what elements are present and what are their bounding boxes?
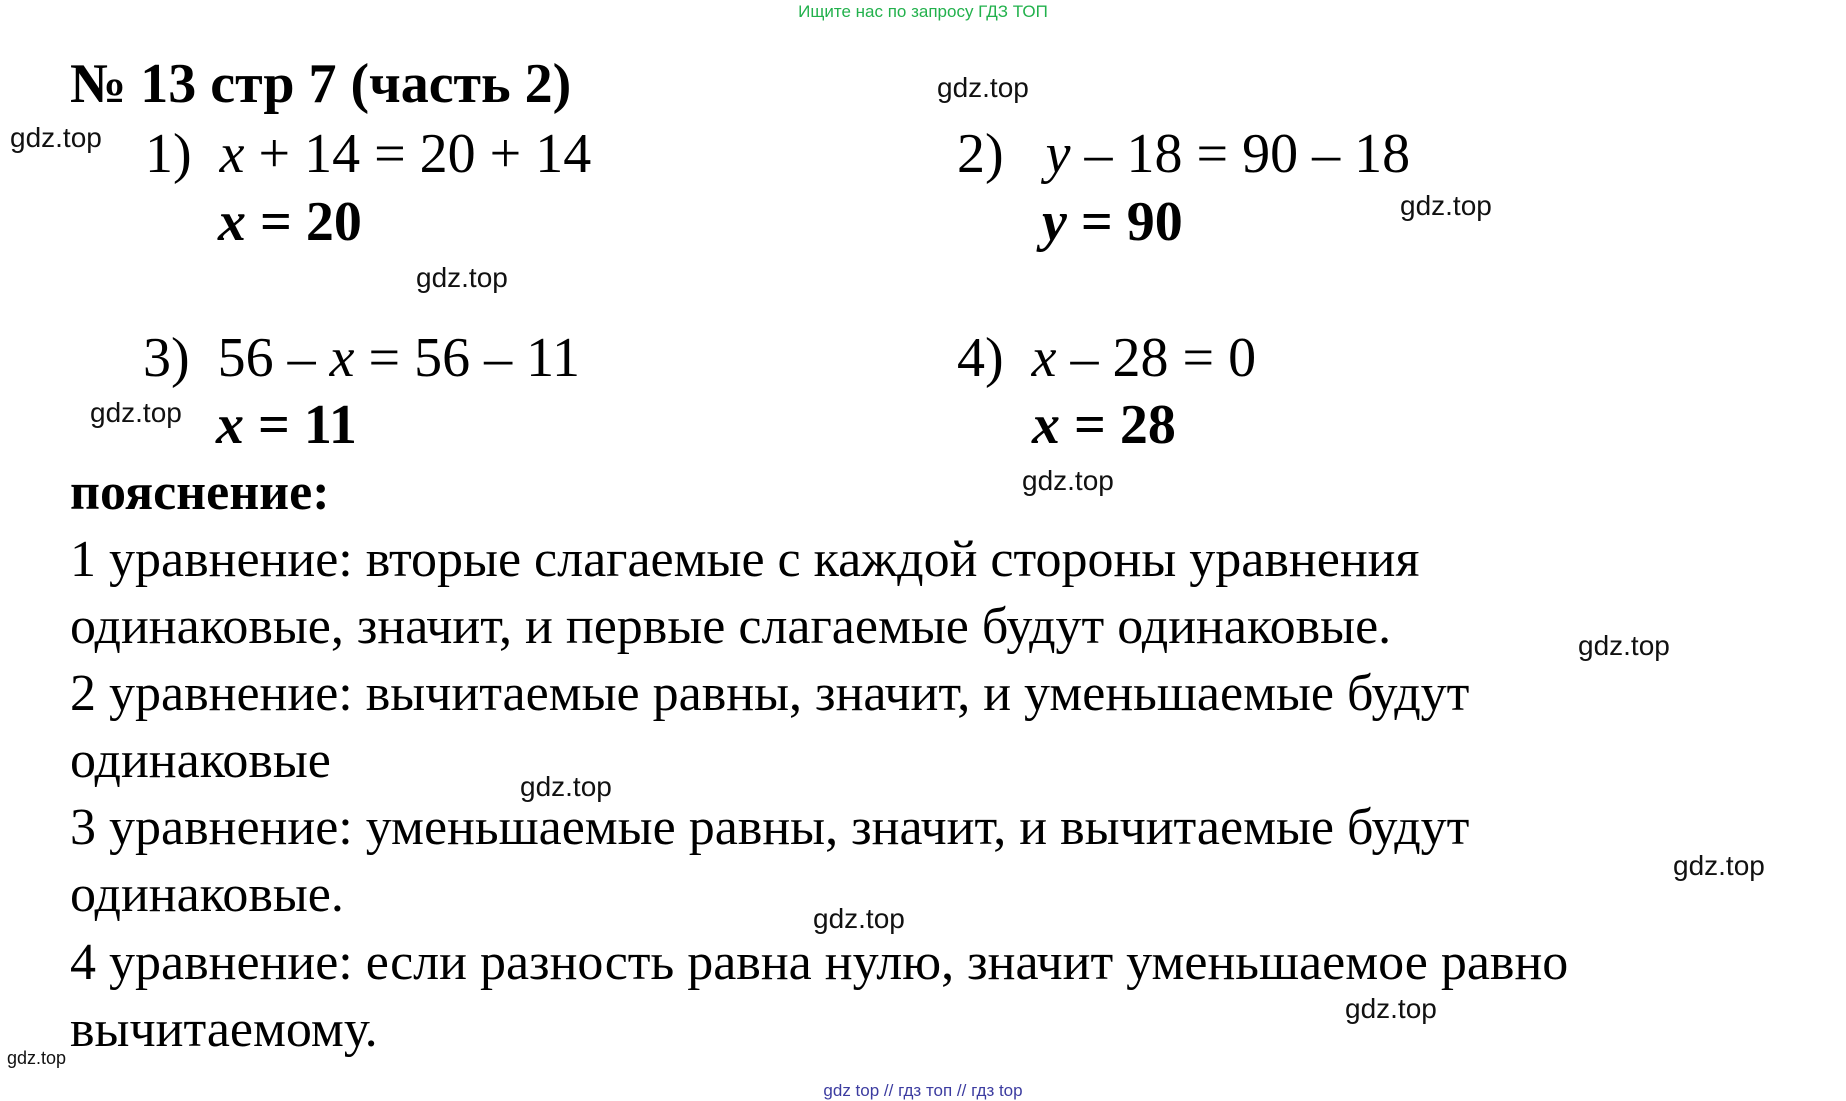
- equation-2: [957, 122, 1410, 186]
- page-title: № 13 стр 7 (часть 2): [70, 53, 572, 115]
- watermark: gdz.top: [416, 262, 508, 293]
- equation-part: 56 –: [217, 327, 330, 389]
- watermark: gdz.top: [1400, 190, 1492, 221]
- equation-part: – 28 = 0: [1056, 327, 1257, 389]
- equation-3: [143, 326, 580, 390]
- equation-part: – 18 = 90 – 18: [1070, 123, 1411, 185]
- equation-number: 2): [957, 123, 1004, 185]
- watermark: gdz.top: [10, 122, 102, 153]
- equation-number: 4): [957, 327, 1004, 389]
- answer-variable: x: [1032, 394, 1060, 456]
- answer-variable: x: [218, 191, 246, 253]
- watermark: gdz.top: [1022, 465, 1114, 496]
- answer-2: [1042, 190, 1183, 254]
- watermark: gdz.top: [937, 72, 1029, 103]
- answer-4: [1032, 393, 1176, 457]
- equation-number: 3): [143, 327, 190, 389]
- equation-part: + 14 = 20 + 14: [244, 123, 592, 185]
- explanation-line: 3 уравнение: уменьшаемые равны, значит, и вычитаемые будут: [70, 799, 1470, 856]
- equation-variable: x: [219, 123, 245, 185]
- answer-1: [218, 190, 362, 254]
- explanation-heading: пояснение:: [70, 464, 330, 521]
- answer-variable: y: [1042, 191, 1067, 253]
- watermark: gdz.top: [90, 397, 182, 428]
- footer-links: gdz top // гдз топ // гдз top: [823, 1081, 1023, 1100]
- watermark: gdz.top: [7, 1048, 67, 1068]
- equation-variable: y: [1045, 123, 1071, 185]
- answer-3: [216, 393, 357, 457]
- answer-value: = 11: [244, 394, 357, 456]
- explanation-line: 1 уравнение: вторые слагаемые с каждой стороны уравнения: [70, 531, 1420, 588]
- watermark: gdz.top: [1578, 630, 1670, 661]
- explanation-line: одинаковые: [70, 732, 331, 789]
- answer-value: = 20: [246, 191, 362, 253]
- top-banner: Ищите нас по запросу ГДЗ ТОП: [798, 2, 1048, 21]
- explanation-line: одинаковые.: [70, 866, 344, 923]
- equation-variable: x: [329, 327, 355, 389]
- watermark: gdz.top: [520, 771, 612, 802]
- equation-number: 1): [145, 123, 192, 185]
- equation-4: [957, 326, 1256, 390]
- equation-variable: x: [1031, 327, 1057, 389]
- explanation-line: вычитаемому.: [70, 1001, 378, 1058]
- answer-value: = 28: [1060, 394, 1176, 456]
- watermark: gdz.top: [813, 903, 905, 934]
- watermark: gdz.top: [1345, 993, 1437, 1024]
- explanation-line: 4 уравнение: если разность равна нулю, значит уменьшаемое равно: [70, 934, 1569, 991]
- answer-value: = 90: [1066, 191, 1183, 253]
- equation-1: [145, 122, 591, 186]
- equation-part: = 56 – 11: [354, 327, 581, 389]
- explanation-line: одинаковые, значит, и первые слагаемые будут одинаковые.: [70, 598, 1392, 655]
- watermark: gdz.top: [1673, 850, 1765, 881]
- explanation-line: 2 уравнение: вычитаемые равны, значит, и уменьшаемые будут: [70, 665, 1470, 722]
- answer-variable: x: [216, 394, 244, 456]
